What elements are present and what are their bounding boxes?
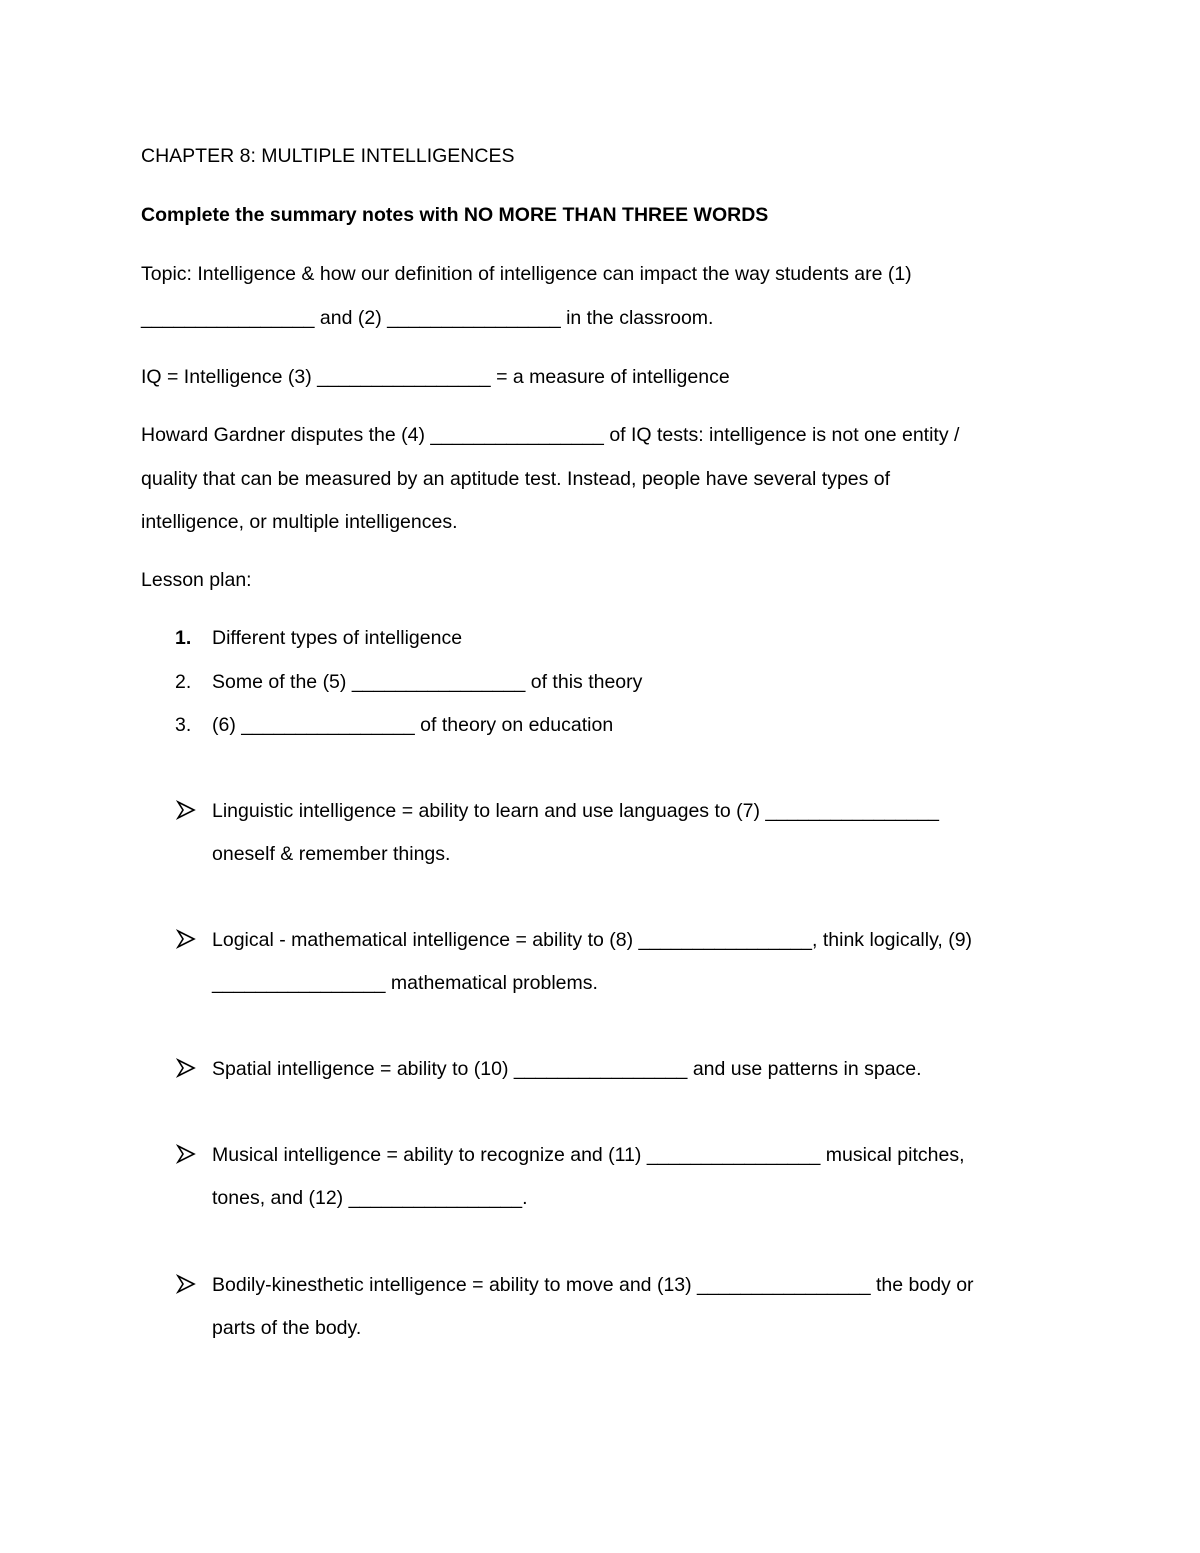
- bullet-line-1: Bodily-kinesthetic intelligence = ability to move and (13) ________________ the body or: [212, 1274, 974, 1296]
- bullet-line-2: parts of the body.: [212, 1317, 362, 1339]
- bullet-line-1: Musical intelligence = ability to recognize and (11) ________________ musical pitches,: [212, 1144, 965, 1166]
- gardner-line-2: quality that can be measured by an aptitude test. Instead, people have several types of: [141, 468, 891, 490]
- arrowhead-bullet-icon: [176, 800, 196, 820]
- arrowhead-bullet-icon: [176, 1058, 196, 1078]
- arrowhead-bullet-icon: [176, 1144, 196, 1164]
- arrowhead-bullet-icon: [176, 929, 196, 949]
- topic-line-2: ________________ and (2) ________________ in the classroom.: [141, 307, 714, 329]
- bullet-line-2: ________________ mathematical problems.: [212, 972, 598, 994]
- lesson-item-text: Some of the (5) ________________ of this theory: [212, 671, 643, 693]
- gardner-line-3: intelligence, or multiple intelligences.: [141, 511, 458, 533]
- lesson-item-text: Different types of intelligence: [212, 627, 463, 649]
- lesson-item-number: 1.: [175, 627, 192, 649]
- bullet-line-1: Spatial intelligence = ability to (10) ________________ and use patterns in space.: [212, 1058, 922, 1080]
- bullet-line-1: Logical - mathematical intelligence = ability to (8) ________________, think logically, (9): [212, 929, 973, 951]
- bullet-line-1: Linguistic intelligence = ability to learn and use languages to (7) ________________: [212, 800, 939, 822]
- lesson-item-number: 2.: [175, 671, 192, 693]
- gardner-line-1: Howard Gardner disputes the (4) ________________ of IQ tests: intelligence is not one entity /: [141, 424, 960, 446]
- lesson-item-text: (6) ________________ of theory on education: [212, 714, 614, 736]
- bullet-line-2: tones, and (12) ________________.: [212, 1187, 528, 1209]
- lesson-plan-heading: Lesson plan:: [141, 569, 252, 591]
- lesson-item-number: 3.: [175, 714, 192, 736]
- chapter-title: CHAPTER 8: MULTIPLE INTELLIGENCES: [141, 145, 515, 167]
- arrowhead-bullet-icon: [176, 1274, 196, 1294]
- instruction-heading: Complete the summary notes with NO MORE THAN THREE WORDS: [141, 204, 769, 226]
- topic-line-1: Topic: Intelligence & how our definition of intelligence can impact the way students are (1): [141, 263, 912, 285]
- iq-line: IQ = Intelligence (3) ________________ = a measure of intelligence: [141, 366, 730, 388]
- bullet-line-2: oneself & remember things.: [212, 843, 451, 865]
